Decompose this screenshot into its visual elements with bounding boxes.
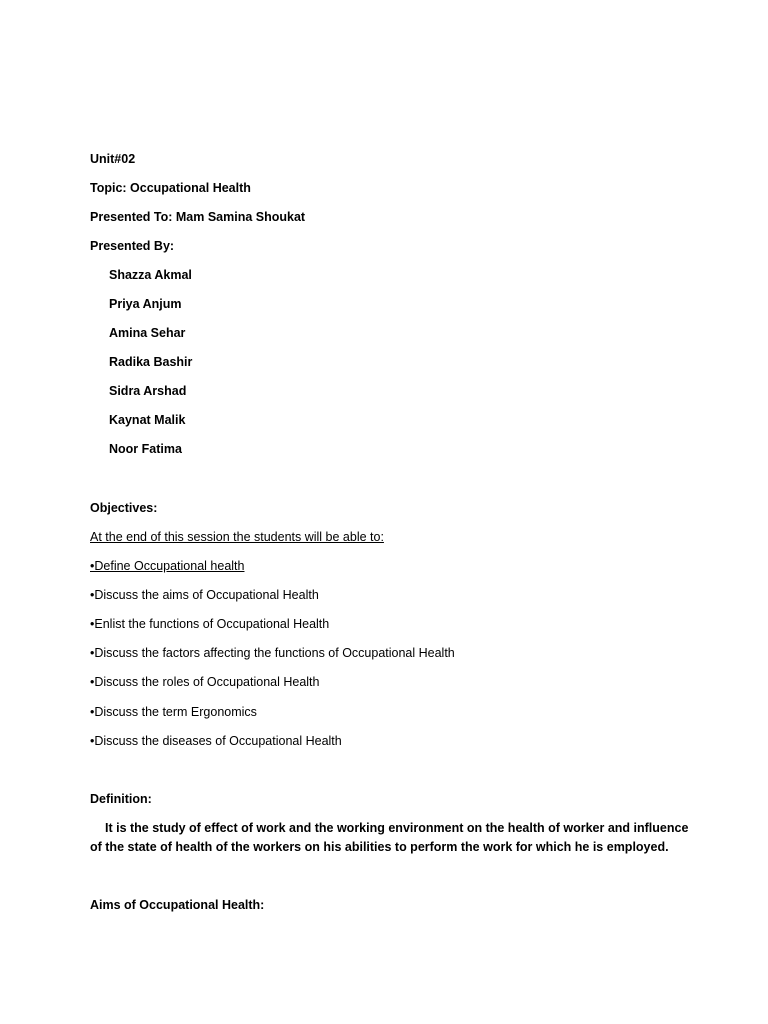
definition-line: of the state of health of the workers on his abilities to perform the work for which he is employed. xyxy=(90,840,669,854)
definition-paragraph xyxy=(90,819,690,857)
presented-by-label: Presented By: xyxy=(90,239,175,253)
presenter-name: Priya Anjum xyxy=(109,297,182,311)
objectives-heading: Objectives: xyxy=(90,501,158,515)
presenter-name: Shazza Akmal xyxy=(109,268,192,282)
presenter-name: Radika Bashir xyxy=(109,355,193,369)
definition-heading: Definition: xyxy=(90,792,152,806)
objective-item: •Discuss the diseases of Occupational Health xyxy=(90,734,342,748)
objective-item: •Discuss the term Ergonomics xyxy=(90,705,257,719)
objectives-intro: At the end of this session the students will be able to: xyxy=(90,530,384,544)
aims-heading: Aims of Occupational Health: xyxy=(90,898,265,912)
objective-item: •Discuss the aims of Occupational Health xyxy=(90,588,319,602)
unit-label: Unit#02 xyxy=(90,152,136,166)
objective-item: •Enlist the functions of Occupational Health xyxy=(90,617,330,631)
presenter-name: Sidra Arshad xyxy=(109,384,187,398)
definition-line: It is the study of effect of work and the working environment on the health of worker and influence xyxy=(105,821,689,835)
presenter-name: Noor Fatima xyxy=(109,442,182,456)
presenter-name: Kaynat Malik xyxy=(109,413,186,427)
objective-item: •Discuss the roles of Occupational Health xyxy=(90,675,320,689)
presenter-name: Amina Sehar xyxy=(109,326,186,340)
objective-item: •Discuss the factors affecting the functions of Occupational Health xyxy=(90,646,455,660)
objective-item: •Define Occupational health xyxy=(90,559,245,573)
presented-to-line: Presented To: Mam Samina Shoukat xyxy=(90,210,306,224)
topic-line: Topic: Occupational Health xyxy=(90,181,251,195)
